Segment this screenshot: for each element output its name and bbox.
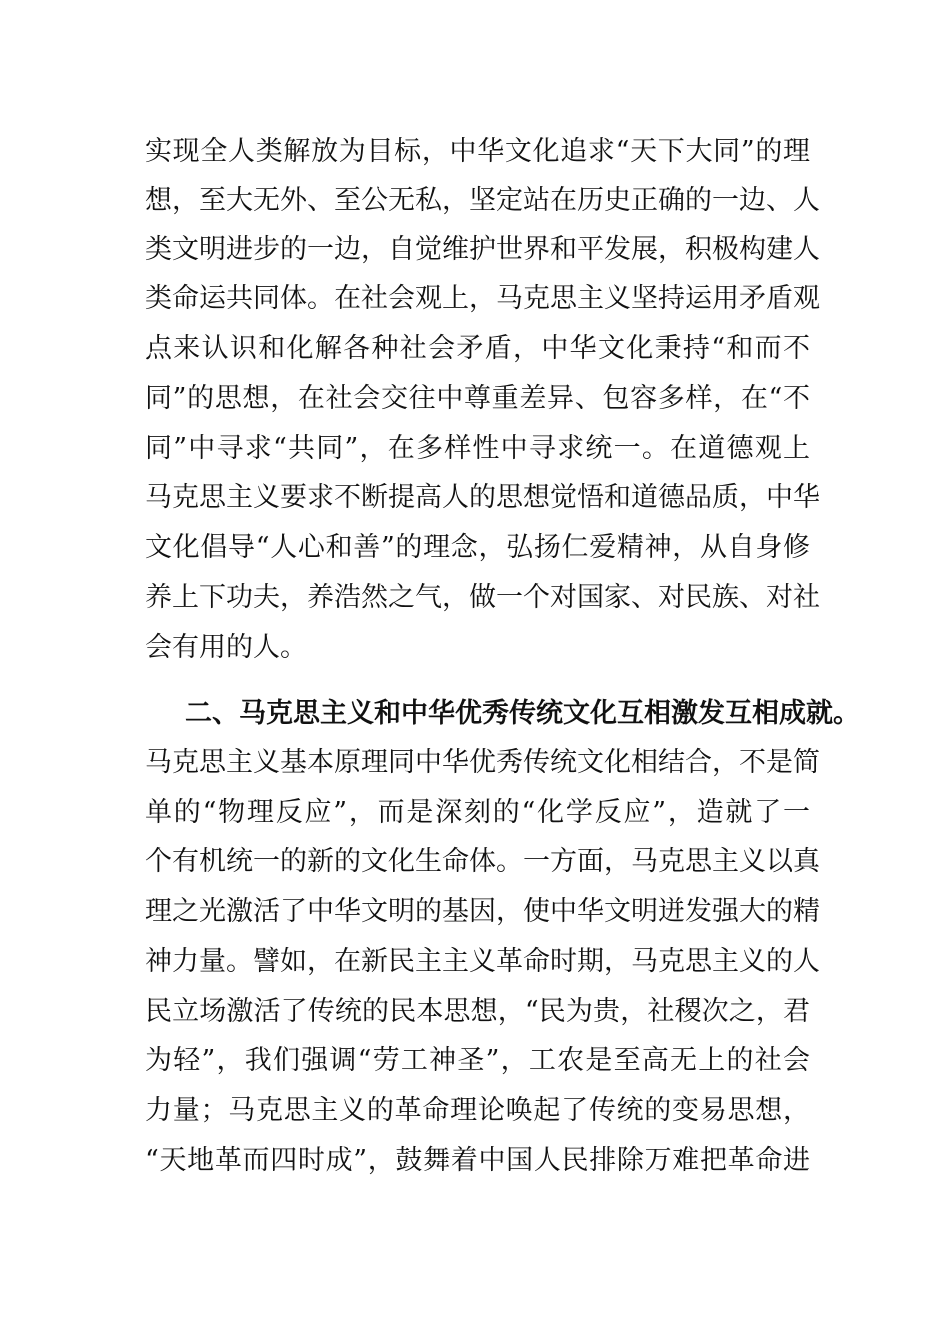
paragraph2-line-4: 理之光激活了中华文明的基因，使中华文明迸发强大的精 <box>145 896 820 927</box>
paragraph2-line-9: “天地革而四时成”，鼓舞着中国人民排除万难把革命进 <box>145 1145 810 1176</box>
paragraph2-line-8: 力量；马克思主义的革命理论唤起了传统的变易思想， <box>145 1095 810 1126</box>
paragraph-line-1: 实现全人类解放为目标，中华文化追求“天下大同”的理 <box>145 136 810 167</box>
paragraph-line-11: 会有用的人。 <box>145 632 307 663</box>
paragraph-line-6: 同”的思想，在社会交往中尊重差异、包容多样，在“不 <box>145 383 810 414</box>
paragraph2-line-5: 神力量。譬如，在新民主主义革命时期，马克思主义的人 <box>145 946 820 977</box>
paragraph-line-3: 类文明进步的一边，自觉维护世界和平发展，积极构建人 <box>145 234 820 265</box>
paragraph-line-8: 马克思主义要求不断提高人的思想觉悟和道德品质，中华 <box>145 482 820 513</box>
paragraph2-line-3: 个有机统一的新的文化生命体。一方面，马克思主义以真 <box>145 846 820 877</box>
paragraph-line-10: 养上下功夫，养浩然之气，做一个对国家、对民族、对社 <box>145 582 820 613</box>
paragraph-line-9: 文化倡导“人心和善”的理念，弘扬仁爱精神，从自身修 <box>145 532 810 563</box>
paragraph-line-4: 类命运共同体。在社会观上，马克思主义坚持运用矛盾观 <box>145 283 820 314</box>
paragraph2-line-1: 马克思主义基本原理同中华优秀传统文化相结合，不是简 <box>145 747 820 778</box>
section-heading: 二、马克思主义和中华优秀传统文化互相激发互相成就。 <box>185 698 860 729</box>
paragraph2-line-2: 单的“物理反应”，而是深刻的“化学反应”，造就了一 <box>145 797 810 828</box>
paragraph-line-2: 想，至大无外、至公无私，坚定站在历史正确的一边、人 <box>145 185 820 216</box>
paragraph-line-7: 同”中寻求“共同”，在多样性中寻求统一。在道德观上 <box>145 433 810 464</box>
paragraph2-line-7: 为轻”，我们强调“劳工神圣”，工农是至高无上的社会 <box>145 1045 810 1076</box>
paragraph-line-5: 点来认识和化解各种社会矛盾，中华文化秉持“和而不 <box>145 333 810 364</box>
paragraph2-line-6: 民立场激活了传统的民本思想，“民为贵，社稷次之，君 <box>145 996 810 1027</box>
